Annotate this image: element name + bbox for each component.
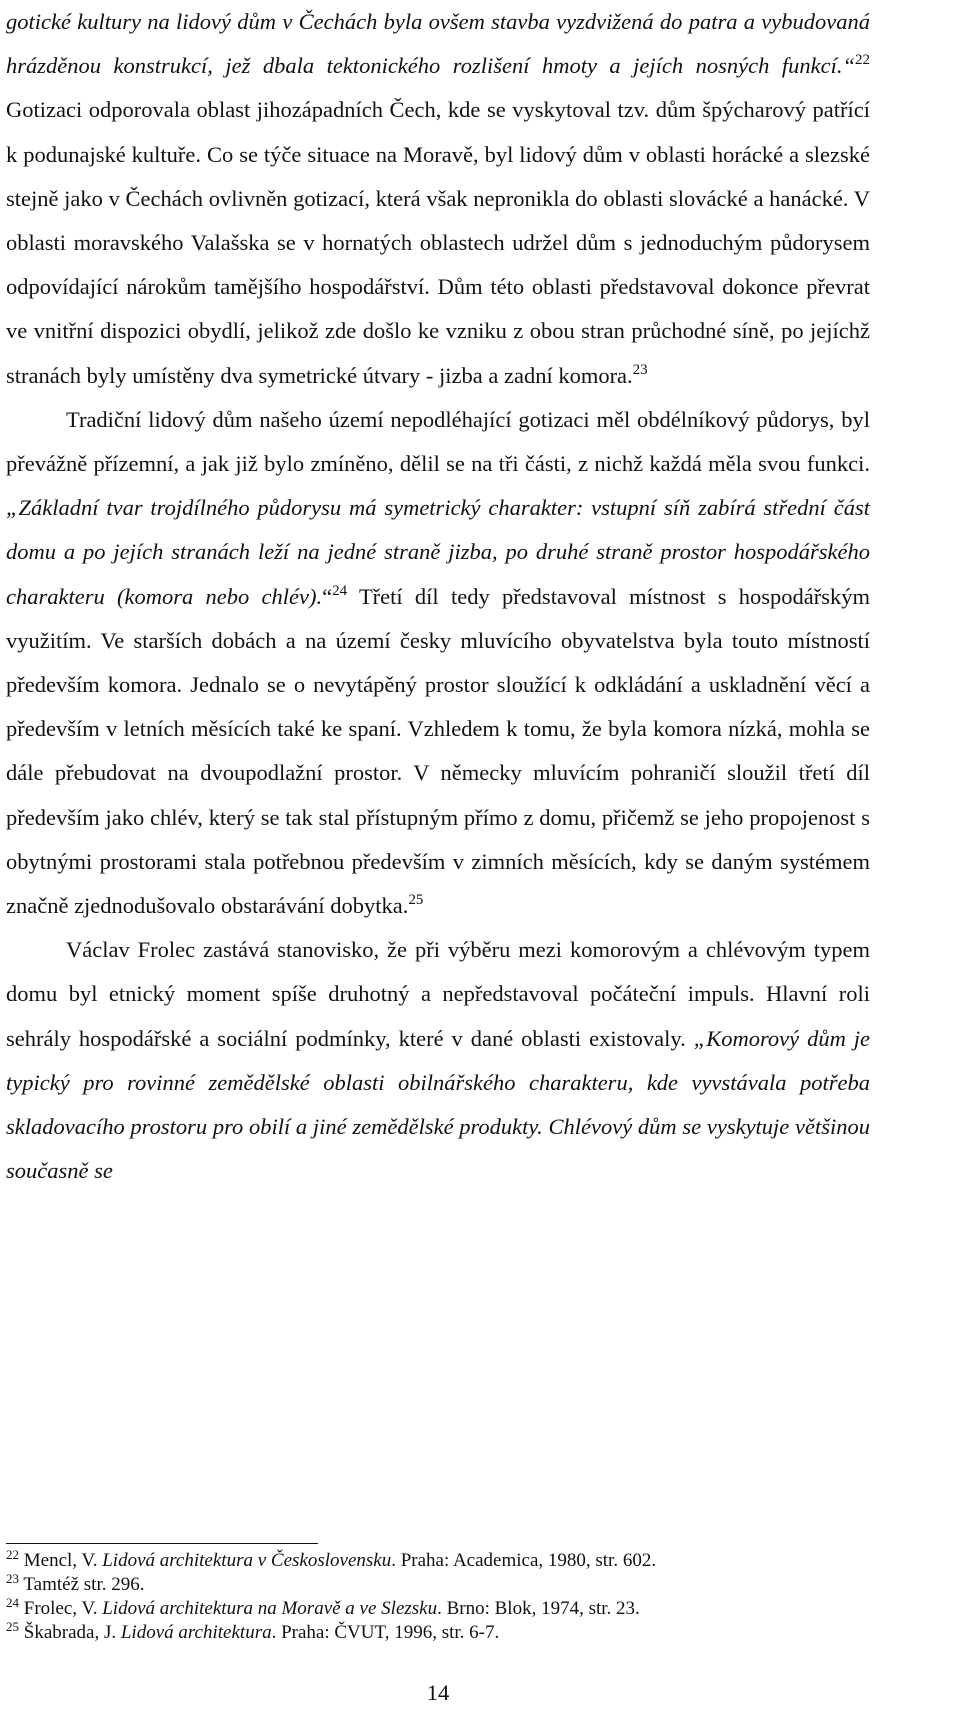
body-text (6, 0, 870, 1193)
footnote-divider (6, 1543, 318, 1544)
text-run: Tamtéž str. 296. (19, 1574, 145, 1595)
footnote (6, 1549, 870, 1573)
text-run: Škabrada, J. (19, 1622, 121, 1643)
italic-text: gotické kultury na lidový dům v Čechách byla ovšem stavba vyzdvižená do patra a vybudovaná hrázděnou konstrukcí, jež dbala tektonického rozlišení hmoty a jejích nosných funkcí. (6, 9, 870, 79)
footnote-reference: 24 (332, 582, 348, 599)
footnote-number: 25 (6, 1619, 19, 1634)
italic-text: „Komorový dům je typický pro rovinné zemědělské oblasti obilnářského charakteru, kde vyvstávala potřeba skladovacího prostoru pro obilí a jiné zemědělské produkty. Chlévový dům se vyskytuje většinou současně se (6, 1025, 871, 1184)
italic-text: „Základní tvar trojdílného půdorysu má symetrický charakter: vstupní síň zabírá střední část domu a po jejích stranách leží na jedné straně jizba, po druhé straně prostor hospodářského charakteru (komora nebo chlév). (6, 495, 870, 609)
footnote-reference: 22 (855, 52, 870, 69)
text-run: . Brno: Blok, 1974, str. 23. (437, 1598, 640, 1619)
italic-text: Lidová architektura v Československu (102, 1550, 392, 1571)
footnote (6, 1573, 870, 1597)
text-run: Václav Frolec zastává stanovisko, že při výběru mezi komorovým a chlévovým typem domu byl etnický moment spíše druhotný a nepředstavoval počáteční impuls. Hlavní roli sehrály hospodářské a sociální podmínky, které v dané oblasti existovaly. (6, 937, 870, 1051)
footnote-number: 22 (6, 1547, 19, 1562)
text-run: Mencl, V. (19, 1550, 103, 1571)
paragraph (6, 0, 870, 398)
footnote-number: 24 (6, 1595, 19, 1610)
italic-text: “ (842, 53, 855, 79)
text-run: . Praha: ČVUT, 1996, str. 6-7. (271, 1622, 500, 1643)
text-run: Frolec, V. (19, 1598, 103, 1619)
text-run: Gotizaci odporovala oblast jihozápadních Čech, kde se vyskytoval tzv. dům špýcharový patřící k podunajské kultuře. Co se týče situace na Moravě, byl lidový dům v oblasti horácké a slezské stejně jako v Čechách ovlivněn gotizací, která však nepronikla do oblasti slovácké a hanácké. V oblasti moravského Valašska se v hornatých oblastech udržel dům s jednoduchým půdorysem odpovídající nárokům tamějšího hospodářství. Dům této oblasti představoval dokonce převrat ve vnitřní dispozici obydlí, jelikož zde došlo ke vzniku z obou stran průchodné síně, po jejíchž stranách byly umístěny dva symetrické útvary - jizba a zadní komora. (6, 97, 870, 388)
text-run: Třetí díl tedy představoval místnost s hospodářským využitím. Ve starších dobách a na území česky mluvícího obyvatelstva byla touto místností především komora. Jednalo se o nevytápěný prostor sloužící k odkládání a uskladnění věcí a především v letních měsících také ke spaní. Vzhledem k tomu, že byla komora nízká, mohla se dále přebudovat na dvoupodlažní prostor. V německy mluvícím pohraničí sloužil třetí díl především jako chlév, který se tak stal přístupným přímo z domu, přičemž se jeho propojenost s obytnými prostorami stala potřebnou především v zimních měsících, kdy se daným systémem značně zjednodušovalo obstarávání dobytka. (6, 583, 870, 919)
paragraph (6, 928, 870, 1193)
text-run: Tradiční lidový dům našeho území nepodléhající gotizaci měl obdélníkový půdorys, byl převážně přízemní, a jak již bylo zmíněno, dělil se na tři části, z nichž každá měla svou funkci. (6, 406, 870, 477)
footnote (6, 1621, 870, 1645)
paragraph (6, 398, 870, 928)
footnote-number: 23 (6, 1571, 19, 1586)
italic-text: Lidová architektura na Moravě a ve Slezsku (102, 1598, 438, 1619)
footnote-reference: 25 (408, 892, 424, 909)
page-number: 14 (426, 1680, 450, 1705)
footnote (6, 1597, 870, 1621)
text-run: . Praha: Academica, 1980, str. 602. (391, 1550, 657, 1571)
footnote-reference: 23 (632, 361, 648, 378)
italic-text: Lidová architektura (120, 1622, 272, 1643)
text-run: “ (322, 583, 333, 609)
footnotes (6, 1549, 870, 1645)
